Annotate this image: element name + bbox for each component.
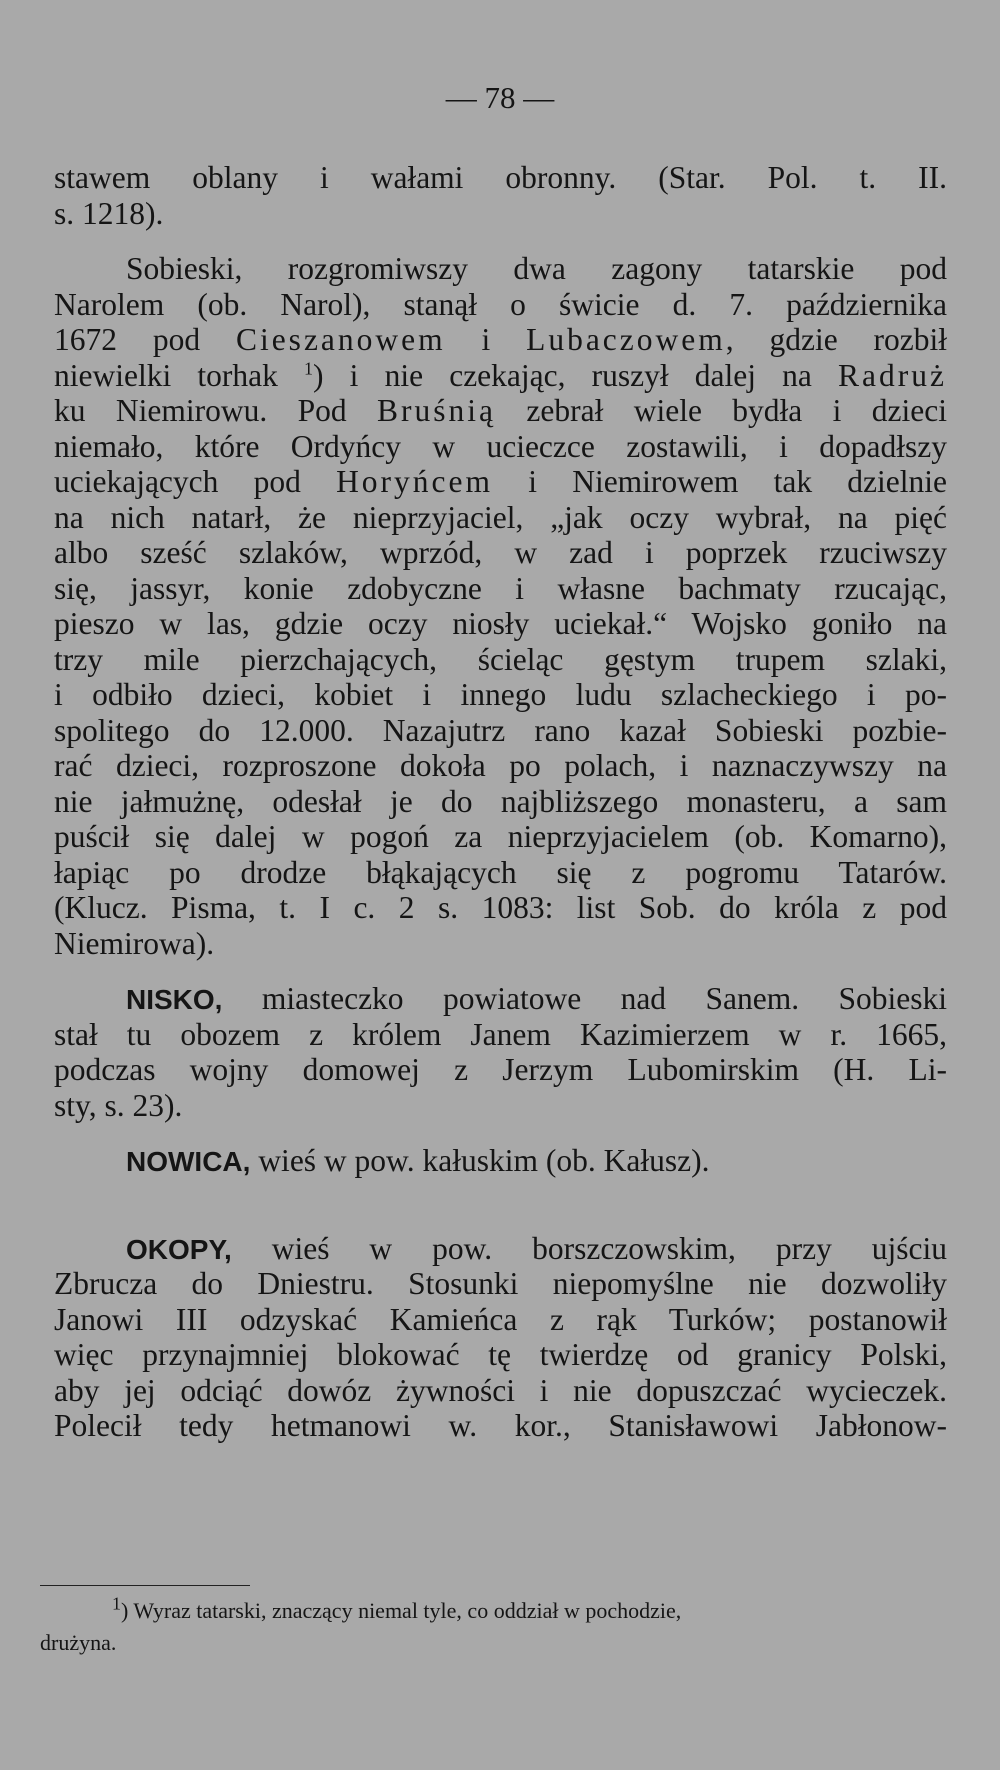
body-text [54, 160, 947, 1444]
spaced-place-name: Cieszanowem [235, 322, 446, 357]
footnote-marker: 1 [112, 1593, 121, 1614]
footnote-divider [40, 1585, 250, 1586]
entry-term: NOWICA, [126, 1146, 251, 1177]
text-line: niewielki torhak $^1$) i nie czekając, ruszył dalej na Radruż [54, 357, 947, 393]
spaced-place-name: Radruż [838, 357, 947, 393]
spaced-place-name: Lubaczowem [526, 322, 726, 357]
paragraph-start-line: Sobieski, rozgromiwszy dwa zagony tatarskie pod [126, 251, 947, 286]
text-line: Polecił tedy hetmanowi w. kor., Stanisławowi Jabłonow- [54, 1408, 947, 1443]
entry-heading-line: NISKO, miasteczko powiatowe nad Sanem. Sobieski [126, 981, 947, 1016]
text-line: na nich natarł, że nieprzyjaciel, „jak oczy wybrał, na pięć [54, 499, 947, 535]
text-line: s. 1218). [54, 195, 164, 231]
text-line: więc przynajmniej blokować tę twierdzę od granicy Polski, [54, 1337, 947, 1372]
text-line: Janowi III odzyskać Kamieńca z rąk Turków; postanowił [54, 1301, 947, 1337]
spaced-place-name: Horyńcem [336, 464, 494, 499]
text-line: Niemirowa). [54, 925, 215, 961]
text-line: się, jassyr, konie zdobyczne i własne bachmaty rzucając, [54, 570, 947, 606]
text-line: Narolem (ob. Narol), stanął o świcie d. 7. października [54, 286, 947, 322]
text-line: podczas wojny domowej z Jerzym Lubomirskim (H. Li- [54, 1052, 947, 1087]
text-line: łapiąc po drodze błąkających się z pogromu Tatarów. [54, 854, 947, 890]
text-line: nie jałmużnę, odesłał je do najbliższego monasteru, a sam [54, 783, 947, 819]
text-line: ku Niemirowu. Pod Bruśnią zebrał wiele bydła i dzieci [54, 393, 947, 428]
text-line: uciekających pod Horyńcem i Niemirowem tak dzielnie [54, 464, 947, 499]
footnote-marker: 1 [304, 358, 314, 378]
entry-heading-line: OKOPY, wieś w pow. borszczowskim, przy ujściu [126, 1230, 947, 1266]
spaced-place-name: Bruśnią [377, 393, 497, 428]
text-line: Zbrucza do Dniestru. Stosunki niepomyślne nie dozwoliły [54, 1266, 947, 1301]
text-line: 1672 pod Cieszanowem i Lubaczowem, gdzie rozbił [54, 322, 947, 357]
text-line: i odbiło dzieci, kobiet i innego ludu szlacheckiego i po- [54, 677, 947, 712]
footnote-line: drużyna. [40, 1630, 117, 1655]
text-line: (Klucz. Pisma, t. I c. 2 s. 1083: list Sob. do króla z pod [54, 890, 947, 925]
text-line: puścił się dalej w pogoń za nieprzyjacielem (ob. Komarno), [54, 819, 947, 854]
text-line: stał tu obozem z królem Janem Kazimierzem w r. 1665, [54, 1016, 947, 1052]
text-line: sty, s. 23). [54, 1087, 183, 1123]
text-line: pieszo w las, gdzie oczy niosły uciekał.“ Wojsko goniło na [54, 606, 947, 641]
text-line: aby jej odciąć dowóz żywności i nie dopuszczać wycieczek. [54, 1372, 947, 1408]
text-line: rać dzieci, rozproszone dokoła po polach, i naznaczywszy na [54, 748, 947, 783]
text-line: spolitego do 12.000. Nazajutrz rano kazał Sobieski pozbie- [54, 712, 947, 748]
footnote-line: $^1$) Wyraz tatarski, znaczący niemal tyle, co oddział w pochodzie, [112, 1593, 682, 1623]
entry-heading-line: NOWICA, wieś w pow. kałuskim (ob. Kałusz). [126, 1143, 710, 1178]
footnote [40, 1595, 935, 1659]
text-line: niemało, które Ordyńcy w ucieczce zostawili, i dopadłszy [54, 428, 947, 464]
entry-term: OKOPY, [126, 1233, 232, 1265]
page-number: — 78 — [445, 80, 555, 115]
entry-term: NISKO, [126, 984, 223, 1015]
text-line: stawem oblany i wałami obronny. (Star. Pol. t. II. [54, 160, 947, 195]
text-line: trzy mile pierzchających, ścieląc gęstym trupem szlaki, [54, 641, 947, 677]
text-line: albo sześć szlaków, wprzód, w zad i poprzek rzuciwszy [54, 535, 947, 570]
